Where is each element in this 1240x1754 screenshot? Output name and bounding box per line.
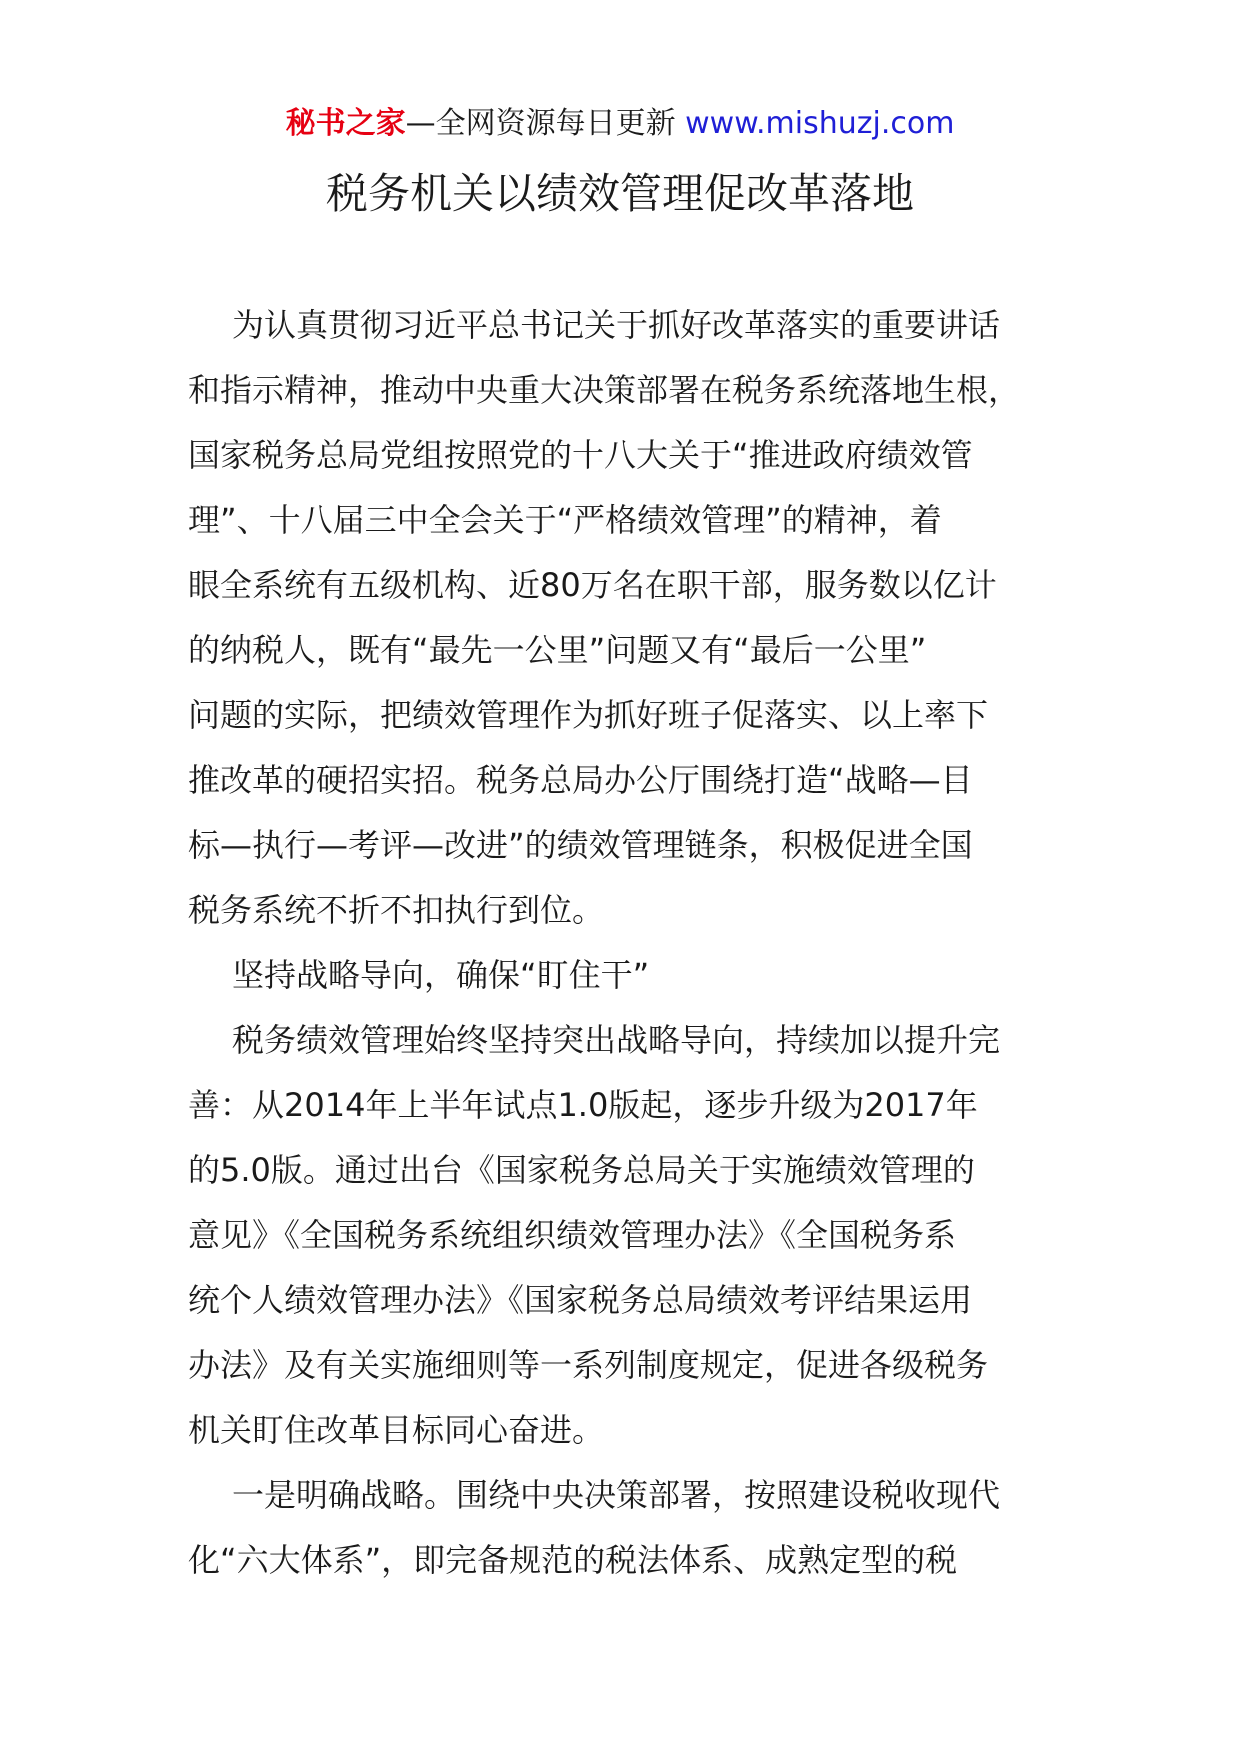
- document-body: [188, 293, 1058, 1593]
- text-line: 的5.0版。通过出台《国家税务总局关于实施绩效管理的: [188, 1151, 975, 1189]
- text-line: 统个人绩效管理办法》《国家税务总局绩效考评结果运用: [188, 1281, 973, 1319]
- header-tagline: —全网资源每日更新: [405, 106, 676, 141]
- text-line: 税务系统不折不扣执行到位。: [188, 891, 605, 929]
- text-line: 眼全系统有五级机构、近80万名在职干部，服务数以亿计: [188, 566, 997, 604]
- text-line: 为认真贯彻习近平总书记关于抓好改革落实的重要讲话: [232, 306, 1001, 344]
- text-line: 税务绩效管理始终坚持突出战略导向，持续加以提升完: [232, 1021, 1001, 1059]
- text-line: 意见》《全国税务系统组织绩效管理办法》《全国税务系: [188, 1216, 957, 1254]
- section-heading: 坚持战略导向，确保“盯住干”: [232, 956, 650, 994]
- text-line: 一是明确战略。围绕中央决策部署，按照建设税收现代: [232, 1476, 1001, 1514]
- text-line: 问题的实际，把绩效管理作为抓好班子促落实、以上率下: [188, 696, 989, 734]
- text-line: 推改革的硬招实招。税务总局办公厅围绕打造“战略—目: [188, 761, 973, 799]
- text-line: 机关盯住改革目标同心奋进。: [188, 1411, 605, 1449]
- text-line: 和指示精神，推动中央重大决策部署在税务系统落地生根，: [188, 371, 1021, 409]
- document-title: 税务机关以绩效管理促改革落地: [325, 169, 914, 218]
- text-line: 善：从2014年上半年试点1.0版起，逐步升级为2017年: [188, 1086, 978, 1124]
- site-url-link[interactable]: www.mishuzj.com: [685, 106, 955, 141]
- text-line: 理”、十八届三中全会关于“严格绩效管理”的精神，着: [188, 501, 942, 539]
- site-header: [0, 104, 1240, 144]
- text-line: 国家税务总局党组按照党的十八大关于“推进政府绩效管: [188, 436, 973, 474]
- text-line: 化“六大体系”，即完备规范的税法体系、成熟定型的税: [188, 1541, 958, 1579]
- text-line: 的纳税人，既有“最先一公里”问题又有“最后一公里”: [188, 631, 927, 669]
- text-line: 办法》及有关实施细则等一系列制度规定，促进各级税务: [188, 1346, 989, 1384]
- text-line: 标—执行—考评—改进”的绩效管理链条，积极促进全国: [188, 826, 973, 864]
- brand-name: 秘书之家: [285, 106, 406, 141]
